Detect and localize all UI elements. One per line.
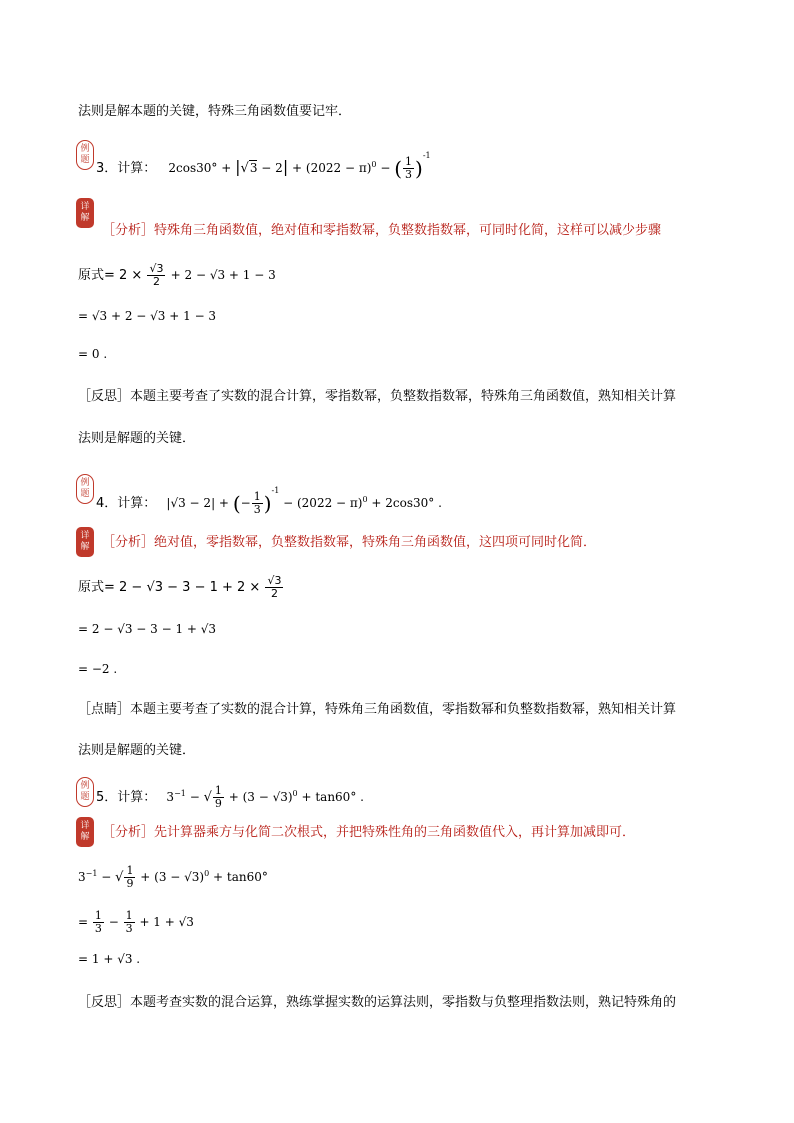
ex4-step1: 原式= 2 − √3 − 3 − 1 + 2 × $\frac{√3}{2}$ (78, 574, 282, 600)
top-line: 法则是解本题的关键，特殊三角函数值要记牢． (78, 104, 352, 119)
ex4-comment-line1: ［点睛］本题主要考查了实数的混合计算，特殊角三角函数值，零指数幂和负整数指数幂，熟知相关计算 (78, 702, 677, 717)
ex4-step2: = 2 − √3 − 3 − 1 + √3 (78, 622, 217, 636)
detail-seal-icon: 详 解 (76, 527, 94, 557)
ex5-step2: = 1 + √3 . (78, 952, 141, 966)
ex5-question: 5．计算： $3^{-1}$ − √ $\frac{1}{9}$ + $(3 - √3)^0 + \tan 60^\circ$ . (96, 784, 364, 810)
ex3-reflection-line1: ［反思］本题主要考查了实数的混合计算，零指数幂，负整数指数幂，特殊角三角函数值，熟知相关计算 (78, 389, 677, 404)
ex5-step1: = $\frac{1}{3}$ − $\frac{1}{3}$ + 1 + √3 (78, 909, 194, 935)
ex3-analysis: ［分析］特殊角三角函数值，绝对值和零指数幂，负整数指数幂，可同时化简，这样可以减少步骤 (102, 223, 662, 238)
example-seal-icon: 例 题 (76, 474, 94, 504)
ex4-question: 4．计算： |√3 − 2| + (− $\frac{1}{3}$ )$^{-1} - (2022 - \pi)^0 + 2\cos 30^\circ$ . (96, 486, 442, 516)
example-seal-icon: 例 题 (76, 777, 94, 807)
ex3-step1: 原式= 2 × $\frac{√3}{2}$ + 2 − √3 + 1 − 3 (78, 262, 276, 288)
ex4-analysis: ［分析］绝对值，零指数幂，负整数指数幂，特殊角三角函数值，这四项可同时化简． (102, 535, 597, 550)
ex3-step3: = 0 . (78, 347, 108, 361)
example-seal-icon: 例 题 (76, 140, 94, 170)
ex5-reflection: ［反思］本题考查实数的混合运算，熟练掌握实数的运算法则，零指数与负整理指数法则，熟记特殊角的 (78, 995, 677, 1010)
ex5-step0: $3^{-1}$ − √ $\frac{1}{9}$ + $(3 - √3)^0 + \tan 60^\circ$ (78, 864, 268, 890)
detail-seal-icon: 详 解 (76, 817, 94, 847)
ex3-question: 3．计算： $2\cos 30^\circ + |√3 - 2| + (2022 - \pi)^0$ − ( $\frac{1}{3}$ )$^{-1}$ (96, 151, 431, 181)
detail-seal-icon: 详 解 (76, 198, 94, 228)
ex4-step3: = −2 . (78, 662, 118, 676)
ex3-step2: = √3 + 2 − √3 + 1 − 3 (78, 309, 217, 323)
ex4-comment-line2: 法则是解题的关键． (78, 743, 196, 758)
ex3-reflection-line2: 法则是解题的关键． (78, 431, 196, 446)
ex5-analysis: ［分析］先计算器乘方与化简二次根式，并把特殊性角的三角函数值代入，再计算加减即可． (102, 825, 636, 840)
